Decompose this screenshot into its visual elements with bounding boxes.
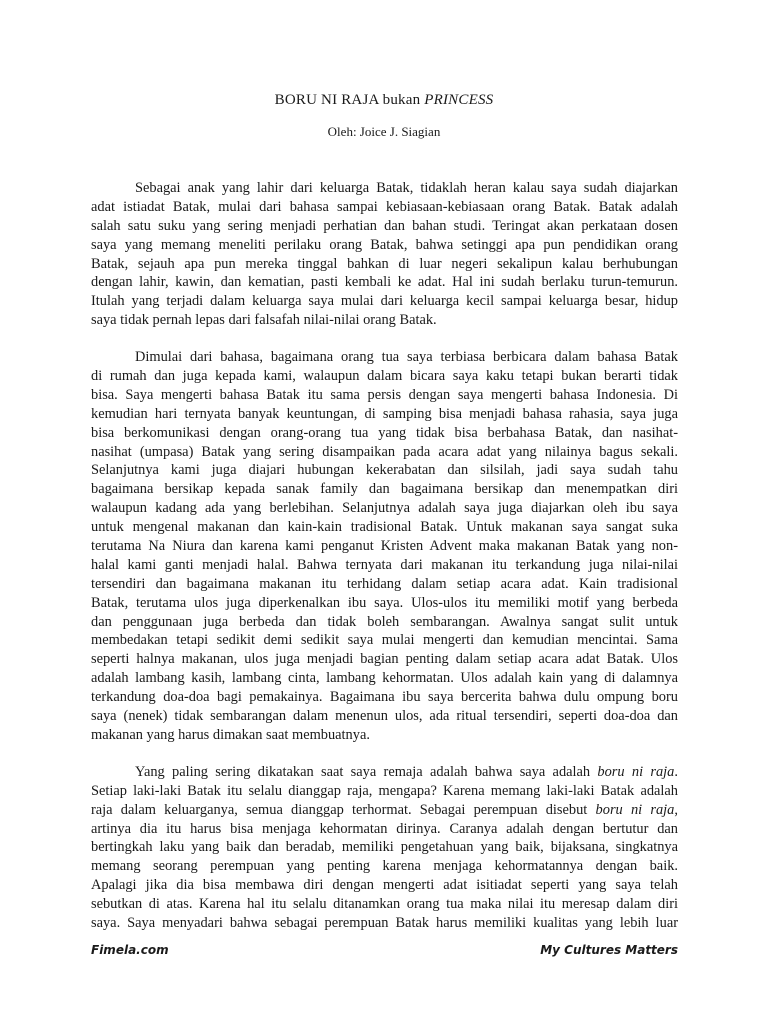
text-line: Sebagai anak yang lahir dari keluarga Batak, tidaklah heran kalau saya sudah diajarkan <box>135 180 678 196</box>
text-line: adalah lambang kasih, lambang cinta, lambang kehormatan. Ulos adalah kain yang di dalamnya <box>91 670 678 687</box>
text-line: saya. Saya menyadari bahwa sebagai perempuan Batak harus memiliki kualitas yang lebih luar <box>91 914 678 931</box>
text-line: kemudian hari ternyata banyak keuntungan, di samping bisa menjadi bahasa rahasia, saya juga <box>91 405 678 422</box>
text-line: Batak, sejauh apa pun mereka tinggal bahkan di luar negeri sekalipun kalau berhubungan <box>91 255 678 272</box>
text-line: Apalagi jika dia bisa membawa diri dengan mengerti adat isitiadat seperti yang saya telah <box>91 877 678 894</box>
title-main: BORU NI RAJA bukan <box>274 92 425 108</box>
text-line: bertingkah laku yang baik dan beradab, memiliki pengetahuan yang baik, bijaksana, singkatnya <box>91 839 678 856</box>
text-line: dan penggunaan juga berbeda dan tidak boleh sembarangan. Awalnya sangat sulit untuk <box>91 613 678 630</box>
text-line: membedakan tetapi sedikit demi sedikit saya mulai mengerti dan kemudian mencintai. Sama <box>91 632 678 649</box>
paragraph <box>91 179 678 330</box>
text-line: halal kami ganti menjadi halal. Bahwa ternyata dari makanan itu terkandung juga nilai-nilai <box>91 556 678 573</box>
text-line: seperti halnya makanan, ulos juga menjadi bagian penting dalam setiap acara adat Batak. Ulos <box>91 651 678 668</box>
document-title <box>0 92 768 109</box>
text-line: sebutkan di atas. Karena hal itu selalu ditanamkan orang tua maka nilai itu meresap dalam diri <box>91 896 678 913</box>
italic-phrase: boru ni raja <box>597 763 675 780</box>
text-line: bisa berkomunikasi dengan orang-orang tua yang tidak bisa berbahasa Batak, dan nasihat- <box>91 424 678 441</box>
text-line: adat istiadat Batak, mulai dari bahasa sampai kebiasaan-kebiasaan orang Batak. Batak adalah <box>91 198 678 215</box>
paragraph <box>91 763 678 933</box>
document-body <box>91 179 678 933</box>
italic-phrase: boru ni raja <box>595 801 675 818</box>
text-line: nasihat (umpasa) Batak yang sering disampaikan pada acara adat yang nilainya bagus sekali. <box>91 443 678 460</box>
text-line: artinya dia itu harus bisa menjaga kehormatan dirinya. Caranya adalah dengan bertutur dan <box>91 820 678 837</box>
text-line: Setiap laki-laki Batak itu selalu dianggap raja, mengapa? Karena memang laki-laki Batak adalah <box>91 782 678 799</box>
text-line: Selanjutnya kami juga diajari hubungan kekerabatan dan silsilah, jadi saya sudah tahu <box>91 462 678 479</box>
text-line: tersendiri dan bagaimana makanan itu terhidang dalam setiap acara adat. Kain tradisional <box>91 575 678 592</box>
text-line: memang seorang perempuan yang penting karena menjaga kehormatannya dengan baik. <box>91 858 678 875</box>
text-line: Batak, terutama ulos juga diperkenalkan ibu saya. Ulos-ulos itu memiliki motif yang berbeda <box>91 594 678 611</box>
text-line: Itulah yang terjadi dalam keluarga saya mulai dari keluarga kecil sampai keluarga besar, hidup <box>91 293 678 310</box>
paragraph <box>91 348 678 745</box>
text-line: terkandung doa-doa bagi pemakainya. Bagaimana ibu saya bercerita bahwa dulu ompung boru <box>91 689 678 706</box>
text-line: terutama Na Niura dan karena kami penganut Kristen Advent maka makanan Batak yang non- <box>91 538 678 555</box>
paragraph-gap <box>91 330 678 348</box>
text-line: bisa. Saya mengerti bahasa Batak itu sama persis dengan saya mengerti bahasa Indonesia. Di <box>91 386 678 403</box>
text-line: Dimulai dari bahasa, bagaimana orang tua saya terbiasa berbicara dalam bahasa Batak <box>135 349 678 366</box>
text-line: di rumah dan juga kepada kami, walaupun dalam bicara saya kaku tetapi bukan berarti tidak <box>91 368 678 385</box>
document-author: Oleh: Joice J. Siagian <box>327 124 441 139</box>
text-line: bagaimana bersikap kepada sanak family dan bagaimana bersikap dan menempatkan diri <box>91 481 678 498</box>
paragraph-gap <box>91 745 678 763</box>
text-line: saya (nenek) tidak sembarangan dalam menenun ulos, ada ritual tersendiri, seperti doa-doa dan <box>91 708 678 725</box>
text-line: saya tidak pernah lepas dari falsafah nilai-nilai orang Batak. <box>91 312 437 329</box>
footer-right: My Cultures Matters <box>540 943 678 957</box>
text-line: raja dalam keluarganya, semua dianggap terhormat. Sebagai perempuan disebut boru ni raja, <box>91 801 678 818</box>
text-line: untuk mengenal makanan dan kain-kain tradisional Batak. Untuk makanan saya sangat suka <box>91 519 678 536</box>
text-line: dengan lahir, kawin, dan kematian, pasti kembali ke adat. Hal ini sudah berlaku turun-temurun. <box>91 274 678 291</box>
text-line: salah satu suku yang sering menjadi perhatian dan bahan studi. Teringat akan perkataan dosen <box>91 217 678 234</box>
title-italic: PRINCESS <box>424 92 494 108</box>
text-line: saya yang memang meneliti perilaku orang Batak, bahwa setinggi apa pun pendidikan orang <box>91 236 678 253</box>
text-line: Yang paling sering dikatakan saat saya remaja adalah bahwa saya adalah boru ni raja. <box>135 763 678 780</box>
text-line: walaupun kadang ada yang berlebihan. Selanjutnya adalah saya juga diajarkan oleh ibu saya <box>91 500 678 517</box>
text-line: makanan yang harus dimakan saat membuatnya. <box>91 726 370 743</box>
footer-left: Fimela.com <box>91 943 169 957</box>
